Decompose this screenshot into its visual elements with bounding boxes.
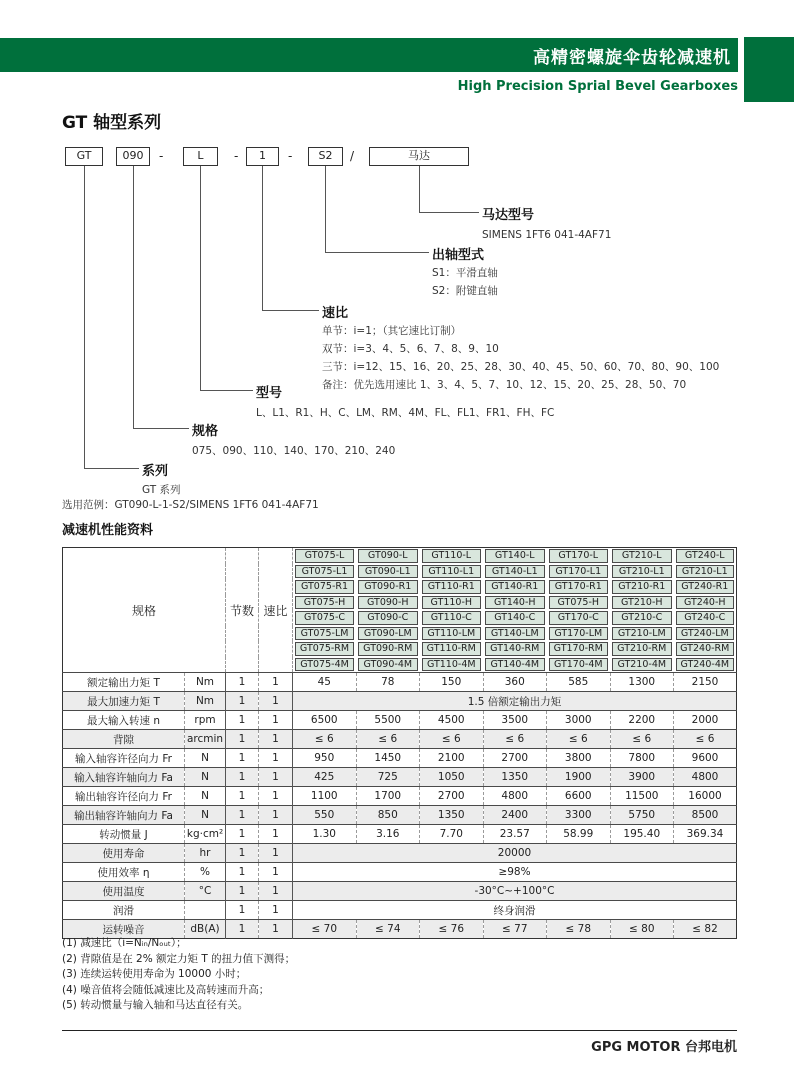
- example-label: 选用范例：: [62, 499, 115, 511]
- unit-cell: N: [185, 806, 226, 825]
- stages-cell: 1: [226, 920, 259, 939]
- value-cell: 369.34: [674, 825, 737, 844]
- model-chip: GT090-C: [358, 611, 418, 625]
- header-bar: [0, 38, 738, 72]
- model-cell: [547, 641, 611, 657]
- value-cell: 3500: [483, 711, 547, 730]
- unit-cell: Nm: [185, 673, 226, 692]
- model-chip: GT075-H: [295, 596, 354, 610]
- model-chip: GT090-L1: [358, 565, 418, 579]
- model-chip: GT210-L: [612, 549, 672, 563]
- stages-cell: 1: [226, 673, 259, 692]
- model-cell: [293, 548, 357, 564]
- code-box-series: GT: [65, 147, 103, 166]
- ratio-cell: 1: [259, 901, 293, 920]
- value-cell: 4800: [674, 768, 737, 787]
- value-cell: 1100: [293, 787, 357, 806]
- ratio-cell: 1: [259, 692, 293, 711]
- unit-cell: %: [185, 863, 226, 882]
- value-cell: ≤ 76: [420, 920, 484, 939]
- spec-name-cell: 润滑: [63, 901, 185, 920]
- unit-cell: Nm: [185, 692, 226, 711]
- model-chip: GT075-LM: [295, 627, 354, 641]
- model-cell: [293, 657, 357, 673]
- model-cell: [293, 595, 357, 611]
- model-chip: GT210-RM: [612, 642, 672, 656]
- ratio-line: 三节：i=12、15、16、20、25、28、30、40、45、50、60、70、80、90、100: [322, 361, 720, 373]
- value-cell: 78: [356, 673, 420, 692]
- model-chip: GT110-R1: [422, 580, 482, 594]
- value-cell: 1350: [420, 806, 484, 825]
- code-box-model: L: [183, 147, 218, 166]
- model-chip: GT210-4M: [612, 658, 672, 672]
- spec-name-cell: 输出轴容许轴向力 Fa: [63, 806, 185, 825]
- model-cell: [420, 595, 484, 611]
- model-chip: GT240-C: [676, 611, 734, 625]
- code-dash: -: [234, 149, 239, 163]
- model-cell: [547, 564, 611, 580]
- size-label: 规格: [192, 424, 219, 439]
- header-title: 高精密螺旋伞齿轮减速机: [533, 47, 731, 68]
- value-cell: 45: [293, 673, 357, 692]
- header-subtitle: High Precision Sprial Bevel Gearboxes: [457, 79, 738, 94]
- model-cell: [674, 626, 737, 642]
- model-cell: [483, 657, 547, 673]
- ratio-cell: 1: [259, 806, 293, 825]
- value-cell: 1300: [610, 673, 674, 692]
- model-cell: [356, 579, 420, 595]
- model-chip: GT210-LM: [612, 627, 672, 641]
- model-chip: GT110-4M: [422, 658, 482, 672]
- value-cell: 7800: [610, 749, 674, 768]
- model-cell: [356, 610, 420, 626]
- note-item: (2) 背隙值是在 2% 额定力矩 T 的扭力值下测得；: [62, 952, 296, 965]
- value-cell: 3800: [547, 749, 611, 768]
- value-cell: 58.99: [547, 825, 611, 844]
- value-cell: 1700: [356, 787, 420, 806]
- model-chip: GT210-L1: [676, 565, 734, 579]
- footer-brand: GPG MOTOR 台邦电机: [591, 1040, 737, 1055]
- model-chip: GT240-4M: [676, 658, 734, 672]
- model-chip: GT110-L: [422, 549, 482, 563]
- model-cell: [674, 579, 737, 595]
- spec-col-header: 规格: [63, 548, 226, 673]
- span-value-cell: 20000: [293, 844, 737, 863]
- ratio-line: 单节：i=1；（其它速比订制）: [322, 325, 462, 337]
- value-cell: ≤ 80: [610, 920, 674, 939]
- model-chip: GT240-RM: [676, 642, 734, 656]
- model-chip: GT170-RM: [549, 642, 609, 656]
- model-cell: [420, 564, 484, 580]
- note-item: (1) 减速比（i=Nᵢₙ/Nₒᵤₜ）；: [62, 937, 187, 949]
- model-cell: [420, 626, 484, 642]
- span-value-cell: -30°C~+100°C: [293, 882, 737, 901]
- model-chip: GT090-L: [358, 549, 418, 563]
- model-chip: GT090-LM: [358, 627, 418, 641]
- value-cell: 6600: [547, 787, 611, 806]
- model-chip: GT210-C: [612, 611, 672, 625]
- unit-cell: kg·cm²: [185, 825, 226, 844]
- model-cell: [356, 626, 420, 642]
- model-chip: GT075-RM: [295, 642, 354, 656]
- ratio-col-header: 速比: [259, 548, 293, 673]
- value-cell: 850: [356, 806, 420, 825]
- model-chip: GT075-C: [295, 611, 354, 625]
- spec-name-cell: 最大加速力矩 T: [63, 692, 185, 711]
- model-cell: [483, 564, 547, 580]
- model-cell: [610, 610, 674, 626]
- unit-cell: [185, 901, 226, 920]
- value-cell: 3300: [547, 806, 611, 825]
- model-cell: [483, 610, 547, 626]
- model-cell: [420, 579, 484, 595]
- connector-shaft-line: [325, 166, 429, 253]
- value-cell: 1450: [356, 749, 420, 768]
- value-cell: 1.30: [293, 825, 357, 844]
- value-cell: 4800: [483, 787, 547, 806]
- model-cell: [674, 595, 737, 611]
- model-cell: [610, 657, 674, 673]
- model-cell: [293, 579, 357, 595]
- motor-model-value: SIMENS 1FT6 041-4AF71: [482, 229, 612, 241]
- series-label: 系列: [142, 464, 169, 479]
- value-cell: 2700: [420, 787, 484, 806]
- model-chip: GT170-R1: [549, 580, 609, 594]
- value-cell: 950: [293, 749, 357, 768]
- value-cell: 1050: [420, 768, 484, 787]
- code-dash: -: [159, 149, 164, 163]
- model-cell: [547, 626, 611, 642]
- code-box-shaft: S2: [308, 147, 343, 166]
- value-cell: ≤ 6: [674, 730, 737, 749]
- size-options: 075、090、110、140、170、210、240: [192, 445, 396, 457]
- unit-cell: N: [185, 768, 226, 787]
- model-chip: GT210-L1: [612, 565, 672, 579]
- code-box-size: 090: [116, 147, 150, 166]
- connector-motor-line: [419, 166, 479, 213]
- model-cell: [483, 548, 547, 564]
- model-chip: GT170-L: [549, 549, 609, 563]
- model-cell: [610, 626, 674, 642]
- model-chip: GT110-LM: [422, 627, 482, 641]
- model-chip: GT140-H: [485, 596, 545, 610]
- stages-cell: 1: [226, 711, 259, 730]
- model-chip: GT110-H: [422, 596, 482, 610]
- value-cell: 585: [547, 673, 611, 692]
- model-chip: GT210-R1: [612, 580, 672, 594]
- value-cell: ≤ 70: [293, 920, 357, 939]
- model-cell: [356, 564, 420, 580]
- unit-cell: N: [185, 787, 226, 806]
- spec-name-cell: 输出轴容许径向力 Fr: [63, 787, 185, 806]
- stages-cell: 1: [226, 882, 259, 901]
- value-cell: 7.70: [420, 825, 484, 844]
- unit-cell: arcmin: [185, 730, 226, 749]
- model-chip: GT075-L: [295, 549, 354, 563]
- value-cell: ≤ 6: [293, 730, 357, 749]
- value-cell: 6500: [293, 711, 357, 730]
- model-chip: GT075-R1: [295, 580, 354, 594]
- spec-name-cell: 使用寿命: [63, 844, 185, 863]
- model-cell: [293, 610, 357, 626]
- model-cell: [356, 657, 420, 673]
- ratio-cell: 1: [259, 768, 293, 787]
- model-chip: GT110-C: [422, 611, 482, 625]
- span-value-cell: 终身润滑: [293, 901, 737, 920]
- ratio-cell: 1: [259, 863, 293, 882]
- value-cell: 11500: [610, 787, 674, 806]
- model-chip: GT090-4M: [358, 658, 418, 672]
- model-cell: [610, 579, 674, 595]
- model-cell: [483, 626, 547, 642]
- value-cell: 23.57: [483, 825, 547, 844]
- stages-cell: 1: [226, 844, 259, 863]
- model-chip: GT110-RM: [422, 642, 482, 656]
- connector-size-line: [133, 166, 189, 429]
- model-cell: [293, 564, 357, 580]
- model-chip: GT140-L: [485, 549, 545, 563]
- model-cell: [610, 641, 674, 657]
- shaft-type-label: 出轴型式: [432, 248, 485, 263]
- ratio-cell: 1: [259, 730, 293, 749]
- ratio-cell: 1: [259, 920, 293, 939]
- value-cell: ≤ 6: [356, 730, 420, 749]
- value-cell: 4500: [420, 711, 484, 730]
- model-chip: GT210-H: [612, 596, 672, 610]
- model-cell: [420, 548, 484, 564]
- model-cell: [674, 564, 737, 580]
- model-chip: GT170-LM: [549, 627, 609, 641]
- ratio-cell: 1: [259, 673, 293, 692]
- code-dash: -: [288, 149, 293, 163]
- model-chip: GT110-L1: [422, 565, 482, 579]
- note-item: (5) 转动惯量与输入轴和马达直径有关。: [62, 999, 249, 1011]
- value-cell: ≤ 74: [356, 920, 420, 939]
- unit-cell: hr: [185, 844, 226, 863]
- value-cell: 1350: [483, 768, 547, 787]
- footer-rule: [62, 1030, 737, 1031]
- model-cell: [674, 641, 737, 657]
- performance-table: [62, 547, 737, 939]
- unit-cell: N: [185, 749, 226, 768]
- value-cell: 1900: [547, 768, 611, 787]
- model-chip: GT140-C: [485, 611, 545, 625]
- connector-series-line: [84, 166, 139, 469]
- spec-name-cell: 使用温度: [63, 882, 185, 901]
- value-cell: 3000: [547, 711, 611, 730]
- value-cell: ≤ 78: [547, 920, 611, 939]
- spec-name-cell: 输入轴容许径向力 Fr: [63, 749, 185, 768]
- model-chip: GT140-LM: [485, 627, 545, 641]
- shaft-type-option: S1：平滑直轴: [432, 267, 498, 279]
- table-header: [63, 548, 737, 673]
- model-cell: [420, 641, 484, 657]
- model-chip: GT170-4M: [549, 658, 609, 672]
- span-value-cell: 1.5 倍额定输出力矩: [293, 692, 737, 711]
- value-cell: 550: [293, 806, 357, 825]
- ratio-cell: 1: [259, 825, 293, 844]
- model-chip: GT140-R1: [485, 580, 545, 594]
- header-accent-square: [744, 37, 794, 102]
- model-chip: GT140-RM: [485, 642, 545, 656]
- table-title: 减速机性能资料: [62, 523, 154, 538]
- model-cell: [293, 626, 357, 642]
- value-cell: 16000: [674, 787, 737, 806]
- value-cell: 2400: [483, 806, 547, 825]
- series-value: GT 系列: [142, 484, 181, 496]
- connector-model-line: [200, 166, 253, 391]
- value-cell: ≤ 6: [483, 730, 547, 749]
- model-chip: GT090-RM: [358, 642, 418, 656]
- value-cell: 150: [420, 673, 484, 692]
- ratio-line: 双节：i=3、4、5、6、7、8、9、10: [322, 343, 499, 355]
- model-cell: [547, 548, 611, 564]
- value-cell: 425: [293, 768, 357, 787]
- model-cell: [547, 579, 611, 595]
- model-cell: [483, 641, 547, 657]
- model-chip: GT240-R1: [676, 580, 734, 594]
- model-chip: GT075-H: [549, 596, 609, 610]
- value-cell: ≤ 77: [483, 920, 547, 939]
- ratio-cell: 1: [259, 749, 293, 768]
- spec-name-cell: 背隙: [63, 730, 185, 749]
- ratio-cell: 1: [259, 711, 293, 730]
- model-cell: [356, 548, 420, 564]
- value-cell: ≤ 82: [674, 920, 737, 939]
- model-cell: [610, 548, 674, 564]
- stages-cell: 1: [226, 730, 259, 749]
- value-cell: ≤ 6: [420, 730, 484, 749]
- value-cell: 2100: [420, 749, 484, 768]
- model-cell: [420, 657, 484, 673]
- stages-cell: 1: [226, 749, 259, 768]
- selection-example: [62, 497, 319, 512]
- value-cell: 5500: [356, 711, 420, 730]
- model-cell: [483, 579, 547, 595]
- stages-cell: 1: [226, 787, 259, 806]
- model-cell: [293, 641, 357, 657]
- code-slash: /: [350, 149, 355, 163]
- value-cell: 5750: [610, 806, 674, 825]
- model-cell: [547, 610, 611, 626]
- code-box-motor: 马达: [369, 147, 469, 166]
- value-cell: ≤ 6: [547, 730, 611, 749]
- model-cell: [356, 595, 420, 611]
- unit-cell: rpm: [185, 711, 226, 730]
- connector-ratio-line: [262, 166, 319, 311]
- model-cell: [610, 595, 674, 611]
- value-cell: 2700: [483, 749, 547, 768]
- value-cell: 3900: [610, 768, 674, 787]
- stages-cell: 1: [226, 692, 259, 711]
- model-cell: [483, 595, 547, 611]
- ratio-cell: 1: [259, 882, 293, 901]
- model-chip: GT240-L: [676, 549, 734, 563]
- spec-name-cell: 运转噪音: [63, 920, 185, 939]
- unit-cell: °C: [185, 882, 226, 901]
- stages-cell: 1: [226, 901, 259, 920]
- stages-col-header: 节数: [226, 548, 259, 673]
- model-cell: [674, 548, 737, 564]
- model-chip: GT240-H: [676, 596, 734, 610]
- model-cell: [356, 641, 420, 657]
- model-cell: [547, 657, 611, 673]
- model-cell: [674, 610, 737, 626]
- value-cell: ≤ 6: [610, 730, 674, 749]
- stages-cell: 1: [226, 863, 259, 882]
- note-item: (4) 噪音值将会随低减速比及高转速而升高；: [62, 983, 270, 996]
- value-cell: 725: [356, 768, 420, 787]
- stages-cell: 1: [226, 825, 259, 844]
- model-chip: GT075-L1: [295, 565, 354, 579]
- model-chip: GT140-4M: [485, 658, 545, 672]
- ratio-line: 备注：优先选用速比 1、3、4、5、7、10、12、15、20、25、28、50、70: [322, 379, 687, 391]
- value-cell: 2150: [674, 673, 737, 692]
- spec-name-cell: 额定输出力矩 T: [63, 673, 185, 692]
- value-cell: 2200: [610, 711, 674, 730]
- example-value: GT090-L-1-S2/SIMENS 1FT6 041-4AF71: [114, 499, 319, 511]
- model-cell: [420, 610, 484, 626]
- value-cell: 360: [483, 673, 547, 692]
- spec-name-cell: 最大输入转速 n: [63, 711, 185, 730]
- model-chip: GT170-C: [549, 611, 609, 625]
- value-cell: 9600: [674, 749, 737, 768]
- stages-cell: 1: [226, 768, 259, 787]
- ratio-cell: 1: [259, 844, 293, 863]
- value-cell: 3.16: [356, 825, 420, 844]
- motor-model-label: 马达型号: [482, 208, 535, 223]
- model-chip: GT240-LM: [676, 627, 734, 641]
- model-chip: GT140-L1: [485, 565, 545, 579]
- ratio-cell: 1: [259, 787, 293, 806]
- spec-name-cell: 使用效率 η: [63, 863, 185, 882]
- model-chip: GT170-L1: [549, 565, 609, 579]
- stages-cell: 1: [226, 806, 259, 825]
- shaft-type-option: S2：附键直轴: [432, 285, 498, 297]
- code-box-ratio: 1: [246, 147, 279, 166]
- value-cell: 195.40: [610, 825, 674, 844]
- footnotes: [62, 936, 295, 1014]
- value-cell: 8500: [674, 806, 737, 825]
- page-title: GT 轴型系列: [62, 113, 162, 133]
- unit-cell: dB(A): [185, 920, 226, 939]
- note-item: (3) 连续运转使用寿命为 10000 小时；: [62, 968, 247, 980]
- model-chip: GT075-4M: [295, 658, 354, 672]
- value-cell: 2000: [674, 711, 737, 730]
- model-cell: [674, 657, 737, 673]
- model-chip: GT090-H: [358, 596, 418, 610]
- model-cell: [610, 564, 674, 580]
- model-chip: GT090-R1: [358, 580, 418, 594]
- model-options: L、L1、R1、H、C、LM、RM、4M、FL、FL1、FR1、FH、FC: [256, 407, 555, 419]
- spec-name-cell: 输入轴容许轴向力 Fa: [63, 768, 185, 787]
- table-body: [63, 673, 737, 939]
- ratio-label: 速比: [322, 306, 349, 321]
- spec-name-cell: 转动惯量 J: [63, 825, 185, 844]
- model-label: 型号: [256, 386, 283, 401]
- span-value-cell: ≥98%: [293, 863, 737, 882]
- model-cell: [547, 595, 611, 611]
